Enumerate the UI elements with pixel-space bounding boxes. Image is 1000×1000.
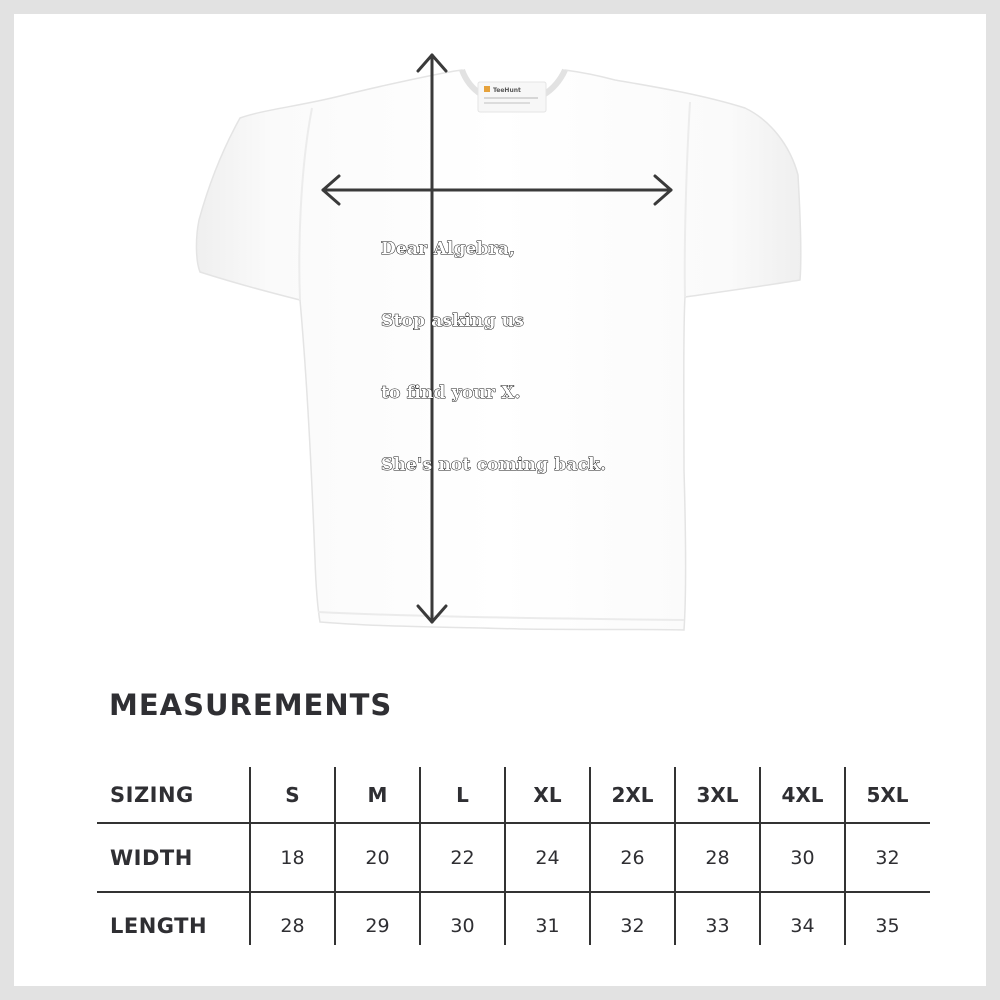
- length-value: 29: [365, 915, 390, 937]
- length-value: 28: [280, 915, 305, 937]
- width-row-label: WIDTH: [110, 845, 193, 870]
- size-header: 5XL: [866, 782, 909, 807]
- size-header: XL: [533, 782, 562, 807]
- width-value: 32: [875, 846, 900, 869]
- neck-label-logo-icon: [484, 86, 490, 92]
- print-line: Dear Algebra,: [381, 239, 516, 259]
- size-header: M: [367, 782, 388, 807]
- length-row-label: LENGTH: [110, 914, 208, 938]
- width-value: 20: [365, 846, 390, 869]
- length-value: 35: [875, 915, 900, 937]
- width-value: 26: [620, 846, 645, 869]
- size-header: 2XL: [611, 782, 654, 807]
- sizing-header: SIZING: [110, 782, 194, 807]
- print-line: Stop asking us: [381, 311, 524, 331]
- print-line: to find your X.: [381, 383, 521, 403]
- size-header: 4XL: [781, 782, 824, 807]
- measurements-heading: MEASUREMENTS: [109, 688, 393, 722]
- print-line: She's not coming back.: [381, 455, 607, 475]
- size-header: L: [456, 782, 469, 807]
- size-header: S: [285, 782, 300, 807]
- length-value: 34: [790, 915, 815, 937]
- width-value: 30: [790, 846, 815, 869]
- length-value: 32: [620, 915, 645, 937]
- neck-label-brand: TeeHunt: [493, 87, 521, 94]
- length-value: 30: [450, 915, 475, 937]
- width-value: 22: [450, 846, 475, 869]
- length-value: 31: [535, 915, 560, 937]
- size-header: 3XL: [696, 782, 739, 807]
- width-value: 24: [535, 846, 560, 869]
- width-value: 18: [280, 846, 305, 869]
- width-value: 28: [705, 846, 730, 869]
- length-value: 33: [705, 915, 730, 937]
- shirt-print-text: [381, 189, 606, 501]
